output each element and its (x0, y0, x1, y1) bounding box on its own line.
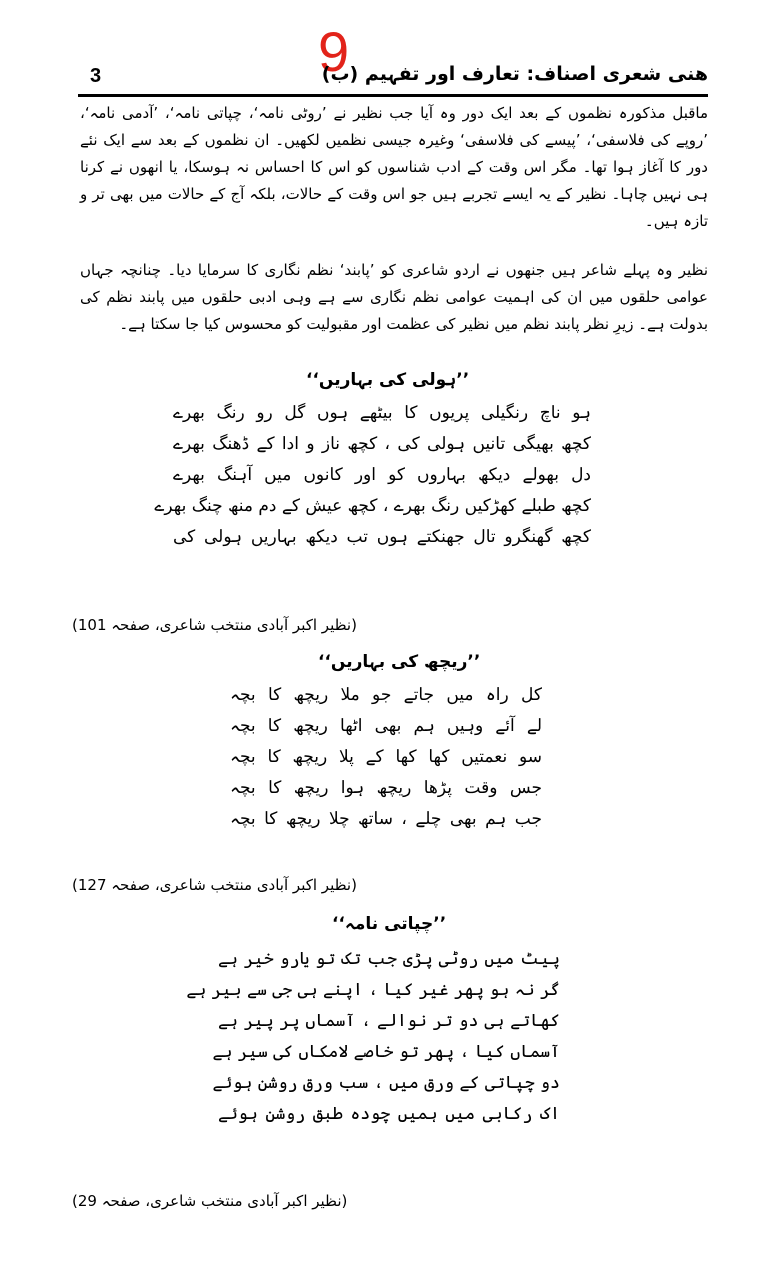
page-header (78, 20, 708, 94)
poem-verse-reechh (230, 680, 542, 835)
citation-reechh: (نظیر اکبر آبادی منتخب شاعری، صفحہ 127) (72, 876, 357, 894)
paragraph-2 (80, 257, 708, 338)
poem-verse-holi (154, 398, 591, 553)
page-number: 3 (90, 65, 102, 87)
paragraph-text: ماقبل مذکورہ نظموں کے بعد ایک دور وہ آیا جب نظیر نے ’روٹی نامہ‘، چپاتی نامہ‘، ’آدمی نامہ‘، ’روپے کی فلاسفی‘، ’پیسے کی فلاسفی‘ وغیرہ جیسی نظمیں لکھیں۔ ان نظموں کے بعد سے ایک نئے دور کا آغاز ہوا تھا۔ مگر اس وقت کے ادب شناسوں کو اس کا احساس نہ ہوسکا، یا انھوں نے کرنا ہی نہیں چاہا۔ نظیر کے یہ ایسے تجربے ہیں جو اس وقت کے حالات، بلکہ آج کے حالات میں بھی تر و تازہ ہیں۔ (80, 104, 708, 230)
verse-line: سو نعمتیں کھا کھا کے پلا ریچھ کا بچہ (230, 747, 542, 767)
verse-line: اک رکابی میں ہمیں چودہ طبق روشن ہوئے (218, 1104, 560, 1124)
verse-line: پیٹ میں روٹی پڑی جب تک تو یارو خیر ہے (218, 949, 560, 969)
poem-title-chapati: ’’چپاتی نامہ‘‘ (332, 914, 447, 934)
verse-line: جب ہم بھی چلے ، ساتھ چلا ریچھ کا بچہ (230, 809, 542, 829)
verse-line: کل راہ میں جاتے جو ملا ریچھ کا بچہ (230, 685, 542, 705)
running-title: هنی شعری اصناف: تعارف اور تفہیم (ب) (321, 63, 708, 85)
paragraph-1 (80, 100, 708, 235)
citation-holi: (نظیر اکبر آبادی منتخب شاعری، صفحہ 101) (72, 616, 357, 634)
verse-line: گر نہ ہو پھر غیر کیا ، اپنے ہی جی سے بیر ہے (186, 980, 560, 1000)
verse-line: جس وقت پڑھا ریچھ ہوا ریچھ کا بچہ (230, 778, 542, 798)
overlay-page-number: 9 (318, 20, 350, 83)
verse-line: دل بھولے دیکھ بہاروں کو اور کانوں میں آہنگ بھرے (173, 465, 591, 485)
verse-line: کھاتے ہی دو تر نوالے ، آسماں پر پیر ہے (218, 1011, 560, 1031)
poem-title-holi: ’’ہولی کی بہاریں‘‘ (306, 370, 470, 390)
citation-chapati: (نظیر اکبر آبادی منتخب شاعری، صفحہ 29) (72, 1192, 348, 1210)
poem-title-reechh: ’’ریچھ کی بہاریں‘‘ (318, 652, 481, 672)
verse-line: کچھ طبلے کھڑکیں رنگ بھرے ، کچھ عیش کے دم منھ چنگ بھرے (154, 496, 591, 516)
verse-line: دو چپاتی کے ورق میں ، سب ورق روشن ہوئے (212, 1073, 560, 1093)
paragraph-text: نظیر وہ پہلے شاعر ہیں جنھوں نے اردو شاعری کو ’پابند‘ نظم نگاری کا سرمایا دیا۔ چنانچہ جہاں عوامی حلقوں میں ان کی اہمیت عوامی نظم نگاری سے ہے وہی ادبی حلقوں میں پابند نظم کی بدولت ہے۔ زیرِ نظر پابند نظم میں نظیر کی عظمت اور مقبولیت کو محسوس کیا جا سکتا ہے۔ (80, 261, 708, 333)
verse-line: کچھ بھیگی تانیں ہولی کی ، کچھ ناز و ادا کے ڈھنگ بھرے (173, 434, 591, 454)
verse-line: ہو ناچ رنگیلی پریوں کا بیٹھے ہوں گل رو رنگ بھرے (173, 403, 591, 423)
verse-line: لے آئے وہیں ہم بھی اٹھا ریچھ کا بچہ (230, 716, 542, 736)
verse-line: آسماں کیا ، پھر تو خاصے لامکاں کی سیر ہے (212, 1042, 560, 1062)
header-rule (78, 94, 708, 97)
verse-line: کچھ گھنگرو تال جھنکتے ہوں تب دیکھ بہاریں ہولی کی (173, 527, 591, 547)
poem-verse-chapati (186, 944, 560, 1130)
